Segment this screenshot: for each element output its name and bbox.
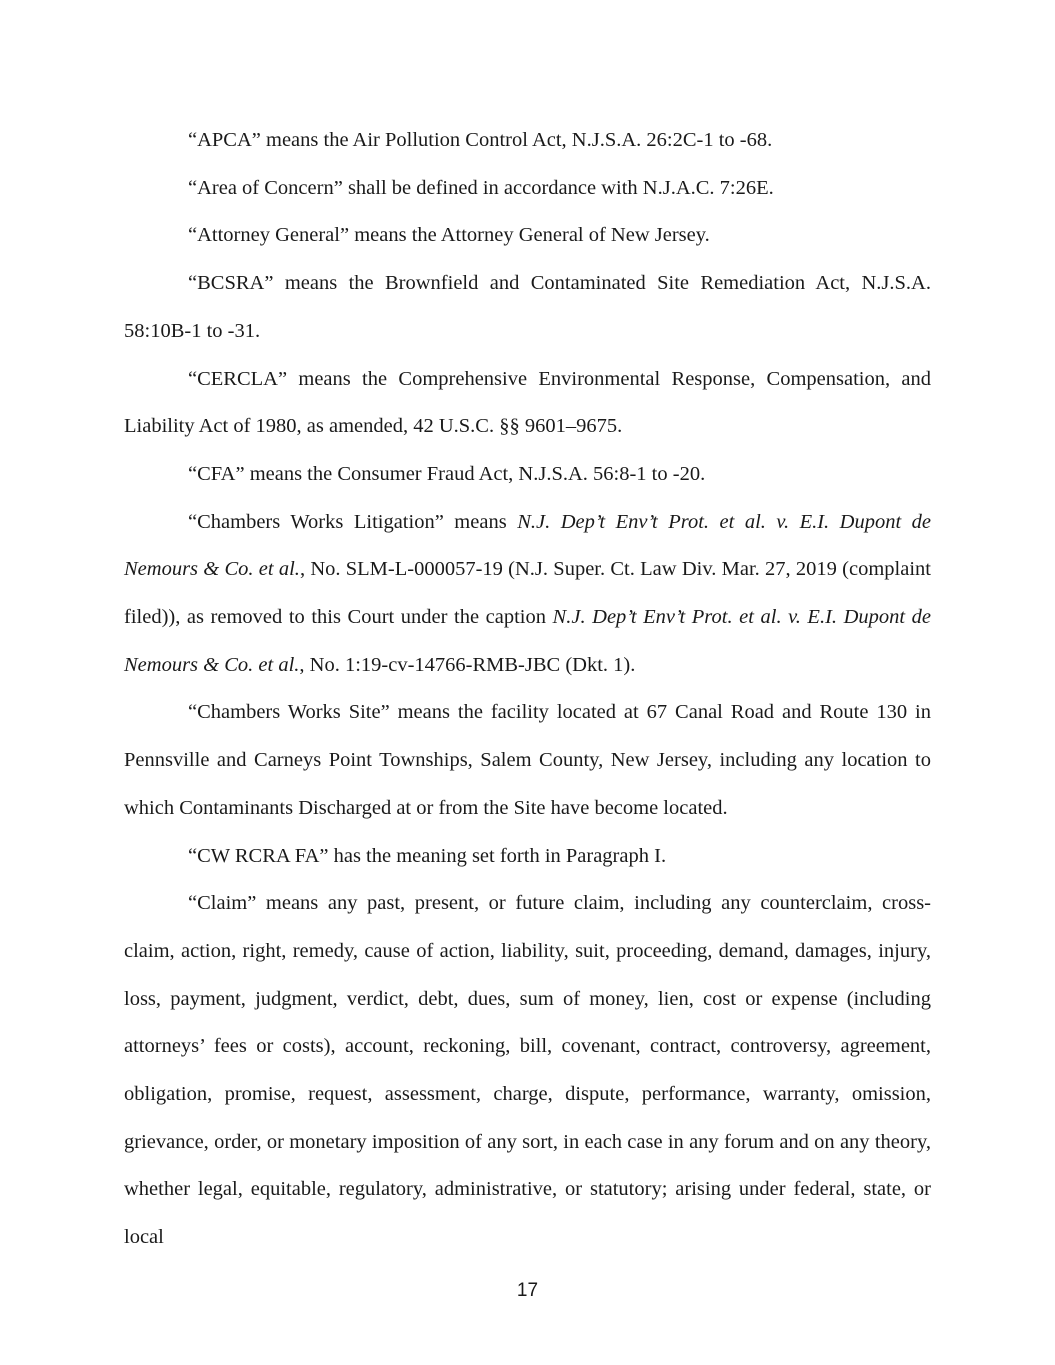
definition-claim — [124, 880, 931, 1262]
defined-term: “Claim” — [188, 892, 257, 915]
defined-term: “APCA” — [188, 129, 261, 151]
definition-text: means the Comprehensive Environmental Response, Compensation, and Liability Act of 1980, as amended, 42 U.S.C. §§ 9601–9675. — [124, 367, 931, 438]
defined-term: “CW RCRA FA” — [188, 844, 329, 867]
definition-text: shall be defined in accordance with N.J.A.C. 7:26E. — [342, 176, 774, 199]
case-caption: N.J. Dep’t Env’t Prot. et al. v. E.I. Dupont de Nemours & Co. et al. — [124, 606, 931, 676]
definition-text: means any past, present, or future claim, including any counterclaim, cross-claim, action, right, remedy, cause of action, liability, suit, proceeding, demand, damages, injury, loss, payment, judgment, verdict, debt, dues, sum of money, lien, cost or expense (including attorneys’ fees or costs), account, reckoning, bill, covenant, contract, controversy, agreement, obligation, promise, request, assessment, charge, dispute, performance, warranty, omission, grievance, order, or monetary imposition of any sort, in each case in any forum and on any theory, whether legal, equitable, regulatory, administrative, or statutory; arising under federal, state, or local — [124, 892, 931, 1249]
definition-apca — [124, 117, 931, 165]
defined-term: “CERCLA” — [188, 367, 288, 390]
document-body — [124, 117, 931, 1262]
definition-text: , No. 1:19-cv-14766-RMB-JBC (Dkt. 1). — [299, 653, 636, 676]
defined-term: “CFA” — [188, 462, 245, 485]
definition-text: means the Attorney General of New Jersey. — [349, 224, 710, 247]
definition-text: means the Air Pollution Control Act, N.J.S.A. 26:2C-1 to -68. — [260, 129, 773, 151]
defined-term: “BCSRA” — [188, 272, 274, 295]
definition-text: means the Consumer Fraud Act, N.J.S.A. 56:8-1 to -20. — [244, 462, 706, 485]
definition-text: means the facility located at 67 Canal Road and Route 130 in Pennsville and Carneys Point Townships, Salem County, New Jersey, including any location to which Contaminants Discharged at or from the Site have become located. — [124, 701, 931, 819]
defined-term: “Area of Concern” — [188, 176, 343, 199]
definition-text: has the meaning set forth in Paragraph I. — [328, 844, 667, 867]
definition-bcsra — [124, 260, 931, 355]
defined-term: “Chambers Works Site” — [188, 701, 390, 724]
definition-text: means the Brownfield and Contaminated Site Remediation Act, N.J.S.A. 58:10B-1 to -31. — [124, 272, 931, 342]
definition-chambers-works-site — [124, 689, 931, 832]
definition-text: means — [443, 510, 518, 533]
definition-text: , No. SLM-L-000057-19 (N.J. Super. Ct. Law Div. Mar. 27, 2019 (complaint filed)), as removed to this Court under the caption — [124, 558, 931, 629]
definition-area-of-concern — [124, 165, 931, 213]
definition-cw-rcra-fa — [124, 833, 931, 881]
page-number: 17 — [516, 1280, 539, 1301]
defined-term: “Attorney General” — [188, 224, 350, 247]
definition-cercla — [124, 356, 931, 451]
defined-term: “Chambers Works Litigation” — [188, 510, 444, 533]
definition-attorney-general — [124, 212, 931, 260]
definition-chambers-works-litigation — [124, 499, 931, 690]
definition-cfa — [124, 451, 931, 499]
case-caption: N.J. Dep’t Env’t Prot. et al. v. E.I. Dupont de Nemours & Co. et al. — [124, 510, 932, 581]
